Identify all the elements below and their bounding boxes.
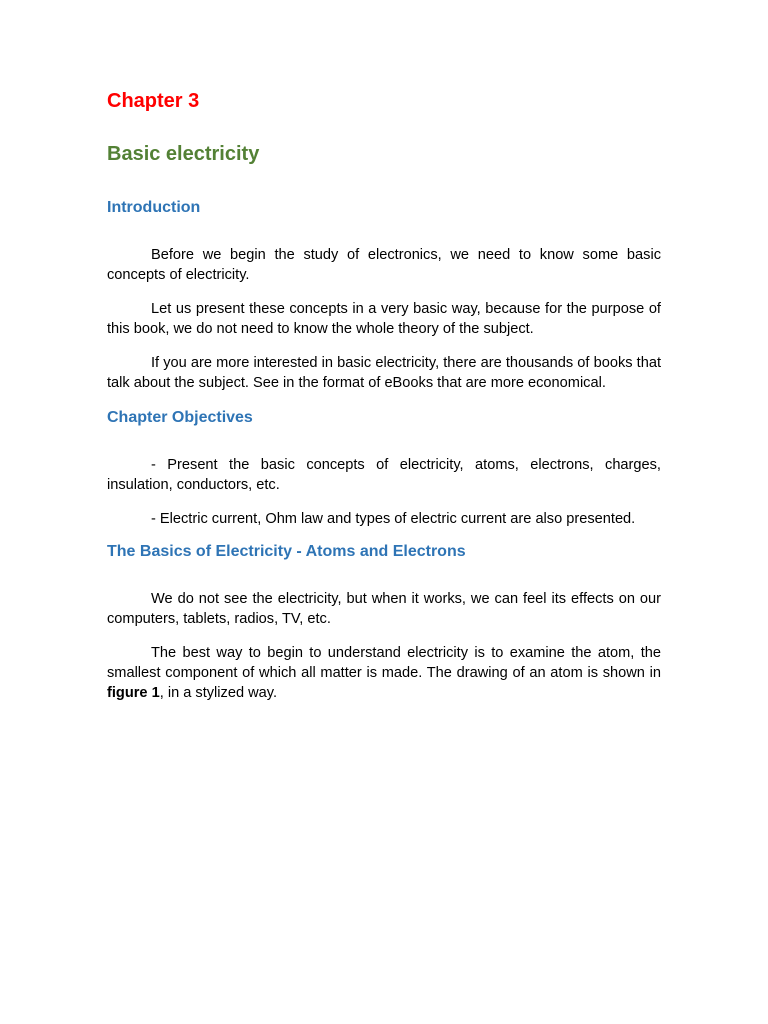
paragraph: Before we begin the study of electronics, we need to know some basic concepts of electricity. (107, 247, 661, 283)
paragraph-text: The best way to begin to understand electricity is to examine the atom, the smallest component of which all matter is made. The drawing of an atom is shown in (107, 645, 661, 681)
section-heading-chapter-objectives: Chapter Objectives (107, 409, 253, 426)
paragraph: If you are more interested in basic electricity, there are thousands of books that talk about the subject. See in the format of eBooks that are more economical. (107, 355, 661, 391)
paragraph: - Electric current, Ohm law and types of electric current are also presented. (151, 511, 636, 527)
paragraph (107, 643, 661, 703)
figure-reference: figure 1 (107, 685, 160, 701)
section-heading-introduction: Introduction (107, 199, 201, 216)
section-heading-atoms-electrons: The Basics of Electricity - Atoms and Electrons (107, 543, 466, 560)
paragraph: We do not see the electricity, but when it works, we can feel its effects on our computers, tablets, radios, TV, etc. (107, 591, 661, 627)
chapter-title: Basic electricity (107, 143, 260, 165)
paragraph: Let us present these concepts in a very basic way, because for the purpose of this book, we do not need to know the whole theory of the subject. (107, 301, 661, 337)
chapter-label: Chapter 3 (107, 90, 200, 112)
paragraph-text: , in a stylized way. (159, 685, 278, 701)
paragraph: - Present the basic concepts of electricity, atoms, electrons, charges, insulation, conductors, etc. (107, 457, 661, 493)
